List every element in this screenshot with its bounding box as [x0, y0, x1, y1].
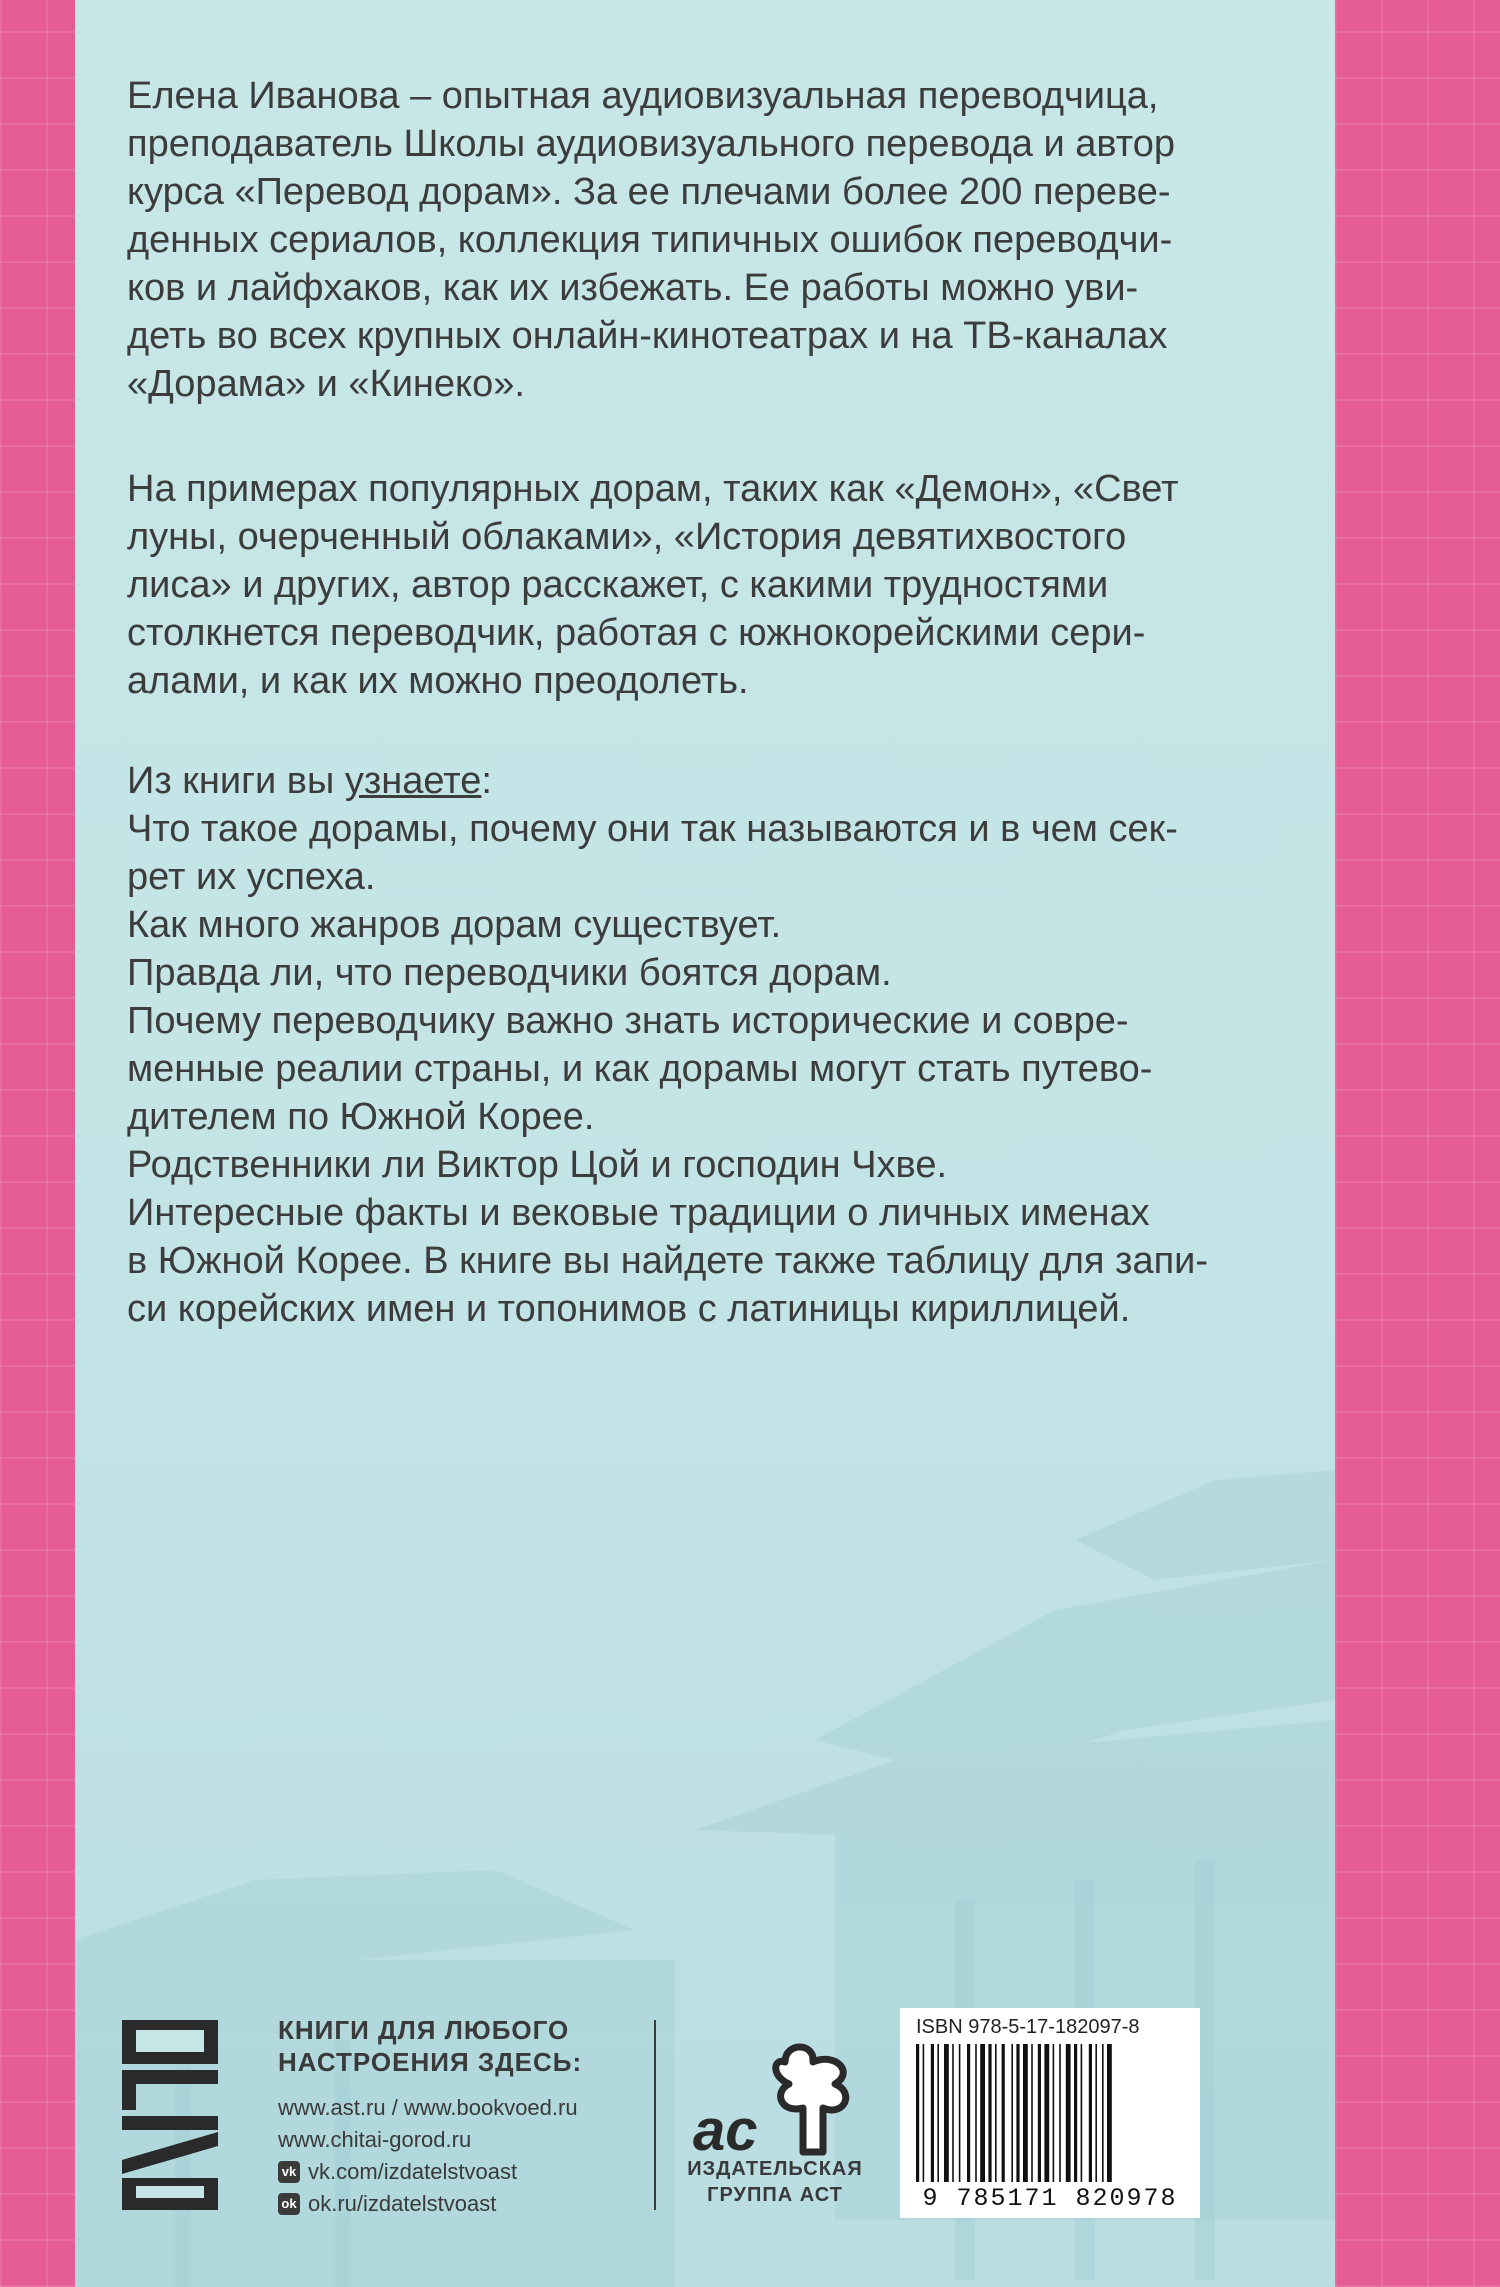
svg-text:ac: ac [693, 2098, 758, 2163]
learn-intro-prefix: Из книги вы [127, 760, 345, 802]
promo-heading-2: НАСТРОЕНИЯ ЗДЕСЬ: [278, 2047, 583, 2077]
learn-line: Что такое дорамы, почему они так называются и в чем сек- [127, 808, 1178, 850]
barcode-bar [975, 2044, 977, 2182]
link-ast-bookvoed[interactable]: www.ast.ru / www.bookvoed.ru [278, 2095, 578, 2120]
learn-line: рет их успеха. [127, 856, 376, 898]
barcode-bar [1074, 2044, 1077, 2182]
barcode-bar [937, 2044, 939, 2182]
summary-line: столкнется переводчик, работая с южнокорейскими сери- [127, 612, 1146, 654]
summary-line: На примерах популярных дорам, таких как «Демон», «Свет [127, 468, 1179, 510]
learn-line: Родственники ли Виктор Цой и господин Чхве. [127, 1144, 948, 1186]
bio-line: ков и лайфхаков, как их избежать. Ее работы можно уви- [127, 267, 1139, 309]
barcode-bar [1107, 2044, 1112, 2182]
vk-row[interactable] [278, 2156, 582, 2188]
bio-line: курса «Перевод дорам». За ее плечами более 200 переве- [127, 171, 1171, 213]
learn-intro-underlined: узнаете [344, 760, 482, 802]
barcode-bar [995, 2044, 997, 2182]
barcode-bar [1102, 2044, 1104, 2182]
barcode-bar [1031, 2044, 1033, 2182]
cover-panel [75, 0, 1335, 2287]
link-chitai-gorod[interactable]: www.chitai-gorod.ru [278, 2127, 472, 2152]
learn-line: Как много жанров дорам существует. [127, 904, 782, 946]
bio-line: деть во всех крупных онлайн-кинотеатрах и на ТВ-каналах [127, 315, 1168, 357]
footer-divider [654, 2020, 656, 2210]
bio-line: Елена Иванова – опытная аудиовизуальная переводчица, [127, 75, 1159, 117]
barcode-bars [914, 2044, 1186, 2182]
left-pattern-border [0, 0, 75, 2287]
barcode-bar [1059, 2044, 1061, 2182]
learn-line: менные реалии страны, и как дорамы могут стать путево- [127, 1048, 1153, 1090]
promo-links [278, 2092, 582, 2220]
summary-line: алами, и как их можно преодолеть. [127, 660, 749, 702]
learn-line: Правда ли, что переводчики боятся дорам. [127, 952, 892, 994]
book-summary-paragraph [127, 465, 1267, 705]
ok-icon: ok [278, 2193, 300, 2215]
ok-link[interactable]: ok.ru/izdatelstvoast [308, 2191, 497, 2216]
learn-list-paragraph [127, 757, 1267, 1333]
isbn-barcode [900, 2008, 1200, 2218]
learn-line: в Южной Корее. В книге вы найдете также таблицу для запи- [127, 1240, 1209, 1282]
learn-line: Почему переводчику важно знать исторические и совре- [127, 1000, 1129, 1042]
barcode-bar [1011, 2044, 1013, 2182]
learn-line: Интересные факты и вековые традиции о личных именах [127, 1192, 1150, 1234]
summary-line: лиса» и других, автор расскажет, с какими трудностями [127, 564, 1109, 606]
barcode-bar [1002, 2044, 1005, 2182]
barcode-bar [1023, 2044, 1028, 2182]
learn-line: си корейских имен и топонимов с латиницы кириллицей. [127, 1288, 1131, 1330]
barcode-bar [959, 2044, 961, 2182]
isbn-number: ISBN 978-5-17-182097-8 [916, 2016, 1140, 2038]
barcode-bar [1044, 2044, 1049, 2182]
barcode-bar [944, 2044, 949, 2182]
vk-link[interactable]: vk.com/izdatelstvoast [308, 2159, 518, 2184]
barcode-bar [916, 2044, 919, 2182]
barcode-bar [1095, 2044, 1097, 2182]
barcode-bar [1089, 2044, 1092, 2182]
summary-line: луны, очерченный облаками», «История девятихвостого [127, 516, 1127, 558]
bio-line: «Дорама» и «Кинеко». [127, 363, 525, 405]
ok-row[interactable] [278, 2188, 582, 2220]
barcode-bar [1066, 2044, 1071, 2182]
barcode-bar [988, 2044, 991, 2182]
vk-icon: vk [278, 2161, 300, 2183]
learn-intro-suffix: : [481, 760, 492, 802]
barcode-bar [1081, 2044, 1083, 2182]
barcode-bar [1053, 2044, 1055, 2182]
bio-line: преподаватель Школы аудиовизуального перевода и автор [127, 123, 1176, 165]
otiz-logo [122, 2020, 218, 2210]
barcode-bar [980, 2044, 985, 2182]
barcode-bar [967, 2044, 970, 2182]
barcode-bar [931, 2044, 934, 2182]
author-bio-paragraph [127, 72, 1267, 408]
learn-line: дителем по Южной Корее. [127, 1096, 595, 1138]
learn-intro [127, 757, 1267, 805]
barcode-digits: 9 785171 820978 [922, 2184, 1178, 2213]
barcode-bar [1016, 2044, 1019, 2182]
ast-caption [680, 2156, 870, 2208]
barcode-bar [923, 2044, 925, 2182]
bio-line: денных сериалов, коллекция типичных ошибок переводчи- [127, 219, 1173, 261]
promo-heading-1: КНИГИ ДЛЯ ЛЮБОГО [278, 2015, 570, 2045]
barcode-bar [1038, 2044, 1041, 2182]
ast-caption-1: ИЗДАТЕЛЬСКАЯ [687, 2158, 863, 2180]
promo-block [278, 2014, 582, 2220]
right-pattern-border [1335, 0, 1500, 2287]
ast-caption-2: ГРУППА АСТ [707, 2184, 843, 2206]
barcode-bar [952, 2044, 954, 2182]
